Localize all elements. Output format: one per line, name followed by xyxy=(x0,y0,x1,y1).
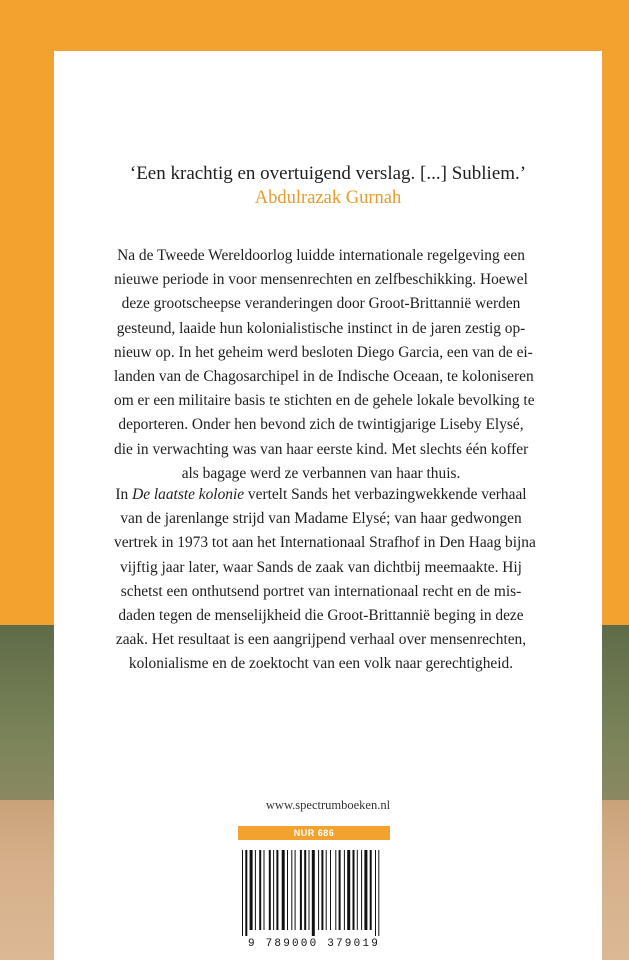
isbn-number: 9 789000 379019 xyxy=(247,938,381,950)
barcode-bar xyxy=(357,850,358,930)
barcode-bar xyxy=(255,850,256,930)
barcode-bar xyxy=(291,850,292,930)
barcode-bar xyxy=(321,850,323,930)
blurb-line: nieuwe periode in voor mensenrechten en zelfbeschikking. Hoewel xyxy=(114,271,528,289)
barcode-bar xyxy=(344,850,345,930)
blurb-line: daden tegen de menselijkheid die Groot-Brittannië beging in deze xyxy=(118,607,524,625)
barcode-bar xyxy=(276,850,278,930)
barcode-bar xyxy=(250,850,253,930)
barcode-bar xyxy=(273,850,274,930)
blurb-line: deze grootscheepse veranderingen door Groot-Brittannië werden xyxy=(121,295,521,313)
barcode-bar xyxy=(295,850,296,930)
endorsement-quote: ‘Een krachtig en overtuigend verslag. [...] Subliem.’ xyxy=(129,163,527,184)
blurb-line: nieuw op. In het geheim werd besloten Diego Garcia, een van de ei- xyxy=(114,343,533,361)
barcode-bar xyxy=(269,850,271,930)
barcode-bar xyxy=(361,850,362,930)
blurb-text: vertelt Sands het verbazingwekkende verhaal xyxy=(244,486,527,503)
blurb-line: om er een militaire basis te stichten en de gehele lokale bevolking te xyxy=(114,392,535,410)
blurb-line: gesteund, laaide hun kolonialistische instinct in de jaren zestig op- xyxy=(116,319,526,337)
barcode-bar xyxy=(378,850,379,936)
publisher-url: www.spectrumboeken.nl xyxy=(265,798,391,812)
barcode-bar xyxy=(309,850,310,930)
blurb-line: als bagage werd ze verbannen van haar thuis. xyxy=(181,464,461,482)
blurb-line: van de jarenlange strijd van Madame Elysé; van haar gedwongen xyxy=(120,510,522,528)
blurb-line: Na de Tweede Wereldoorlog luidde internationale regelgeving een xyxy=(117,247,525,264)
blurb-line: zaak. Het resultaat is een aangrijpend verhaal over mensenrechten, xyxy=(115,631,527,649)
barcode-bar xyxy=(282,850,285,930)
blurb-paragraph-2 xyxy=(114,483,536,677)
blurb-line: vijftig jaar later, waar Sands de zaak van dichtbij meemaakte. Hij xyxy=(120,558,522,576)
blurb-line: deporteren. Onder hen bevond zich de twintigjarige Liseby Elysé, xyxy=(118,416,524,434)
book-title: De laatste kolonie xyxy=(132,486,245,503)
barcode-bar xyxy=(347,850,350,930)
barcode-bar xyxy=(353,850,355,930)
barcode-bar xyxy=(300,850,302,930)
barcode-bar xyxy=(287,850,288,930)
blurb-line: vertrek in 1973 tot aan het Internationaal Strafhof in Den Haag bijna xyxy=(114,534,536,552)
blurb-line xyxy=(114,483,528,507)
barcode-bar xyxy=(318,850,319,930)
barcode-bar xyxy=(335,850,336,930)
quote-attribution: Abdulrazak Gurnah xyxy=(254,188,402,208)
blurb-line: landen van de Chagosarchipel in de Indische Oceaan, te koloniseren xyxy=(114,368,534,386)
barcode-bar xyxy=(304,850,306,930)
nur-code-label: NUR 686 xyxy=(238,826,390,840)
barcode-bar xyxy=(312,850,315,936)
barcode-bar xyxy=(330,850,331,930)
blurb-paragraph-1 xyxy=(114,244,535,486)
barcode-bars xyxy=(238,848,390,936)
barcode-bar xyxy=(242,850,243,936)
blurb-line: kolonialisme en de zoektocht van een volk naar gerechtigheid. xyxy=(128,655,514,673)
barcode-bar xyxy=(326,850,327,930)
barcode-bar xyxy=(259,850,261,930)
barcode-bar xyxy=(370,850,372,930)
barcode-bar xyxy=(339,850,341,930)
barcode-bar xyxy=(364,850,367,930)
blurb-line: die in verwachting was van haar eerste kind. Met slechts één koffer xyxy=(114,440,529,458)
blurb-text: In xyxy=(115,486,133,503)
barcode-bar xyxy=(245,850,247,936)
barcode-bar xyxy=(375,850,376,936)
blurb-line: schetst een onthutsend portret van internationaal recht en de mis- xyxy=(120,582,522,600)
barcode-bar xyxy=(264,850,265,930)
